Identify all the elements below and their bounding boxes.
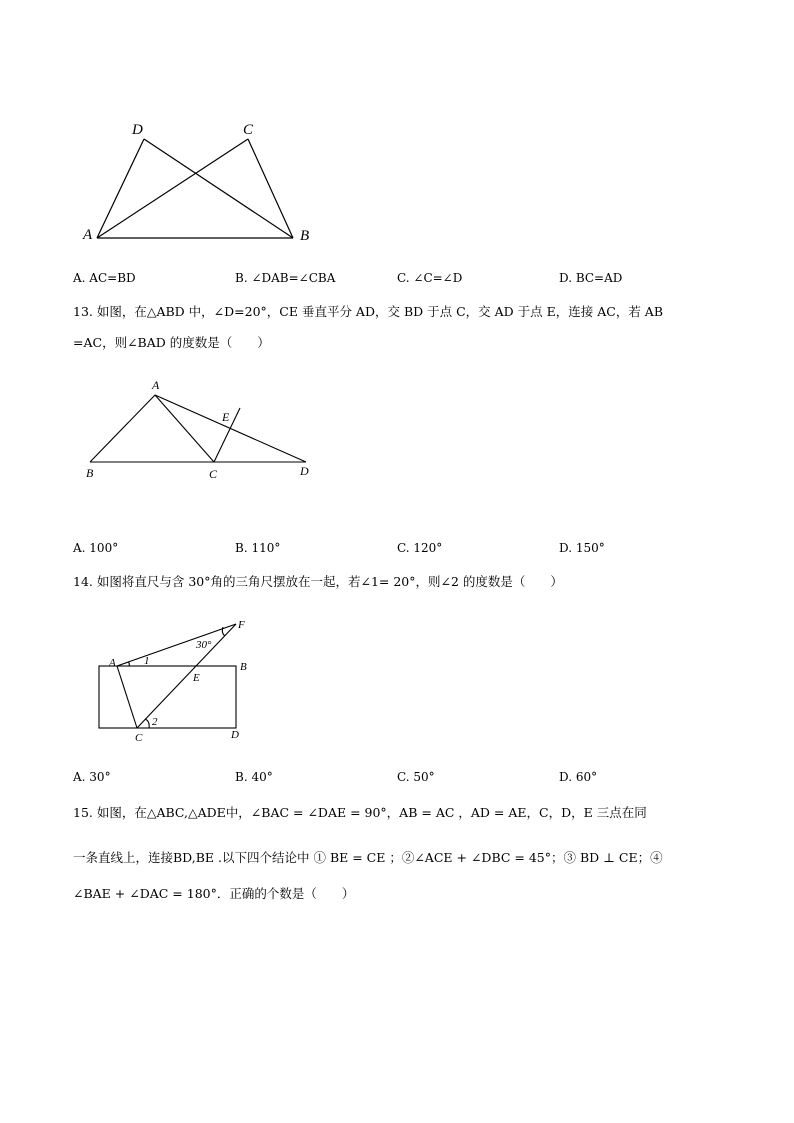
q12-option-c[interactable]: C. ∠C=∠D <box>397 271 463 285</box>
label-B: B <box>86 466 94 480</box>
label-A: A <box>109 657 116 669</box>
label-1: 1 <box>144 655 150 667</box>
q15-text-line3: ∠BAE + ∠DAC = 180°．正确的个数是（ ） <box>73 886 355 901</box>
figure-q12 <box>75 115 335 250</box>
q15-text-line2: 一条直线上，连接BD,BE .以下四个结论中 ① BE = CE ；②∠ACE + ∠DBC = 45°；③ BD ⊥ CE；④ <box>73 850 663 865</box>
q14-option-d[interactable]: D. 60° <box>559 770 598 784</box>
q14-option-b[interactable]: B. 40° <box>235 770 273 784</box>
label-A: A <box>152 378 160 392</box>
label-E: E <box>222 410 230 424</box>
segment-AC <box>155 395 214 462</box>
q12-option-b[interactable]: B. ∠DAB=∠CBA <box>235 271 336 285</box>
q14-option-c[interactable]: C. 50° <box>397 770 435 784</box>
angle-1-arc <box>128 662 129 666</box>
q13-option-c[interactable]: C. 120° <box>397 541 443 555</box>
label-A: A <box>83 227 93 243</box>
q14-option-a[interactable]: A. 30° <box>73 770 111 784</box>
q13-option-b[interactable]: B. 110° <box>235 541 281 555</box>
label-E: E <box>193 672 200 684</box>
label-D: D <box>231 729 239 741</box>
label-2: 2 <box>152 716 158 728</box>
q13-text-line2: =AC，则∠BAD 的度数是（ ） <box>73 335 270 350</box>
q13-option-a[interactable]: A. 100° <box>73 541 119 555</box>
label-B: B <box>240 661 247 673</box>
label-D: D <box>132 122 143 138</box>
figure-q13 <box>80 373 325 488</box>
label-B: B <box>300 228 310 244</box>
label-C: C <box>135 732 143 744</box>
q13-text-line1: 13. 如图，在△ABD 中，∠D=20°，CE 垂直平分 AD，交 BD 于点 C，交 AD 于点 E，连接 AC，若 AB <box>73 304 664 319</box>
q14-text-line1: 14. 如图将直尺与含 30°角的三角尺摆放在一起，若∠1= 20°，则∠2 的度数是（ ） <box>73 574 563 589</box>
segment-CF <box>137 624 236 728</box>
label-30-degrees: 30° <box>196 639 212 651</box>
segment-AF <box>117 624 236 666</box>
figure-q14 <box>95 613 265 748</box>
segment-AC <box>97 139 248 238</box>
segment-AC <box>117 666 137 728</box>
q15-text-line1: 15. 如图，在△ABC,△ADE中，∠BAC = ∠DAE = 90°，AB = AC ，AD = AE，C，D，E 三点在同 <box>73 805 647 820</box>
label-D: D <box>300 464 309 478</box>
q12-option-a[interactable]: A. AC=BD <box>73 271 136 285</box>
label-F: F <box>238 619 245 631</box>
angle-2-arc <box>145 719 149 728</box>
q13-option-d[interactable]: D. 150° <box>559 541 605 555</box>
label-C: C <box>209 467 218 481</box>
label-C: C <box>243 122 254 138</box>
segment-AB <box>90 395 155 462</box>
q12-option-d[interactable]: D. BC=AD <box>559 271 623 285</box>
